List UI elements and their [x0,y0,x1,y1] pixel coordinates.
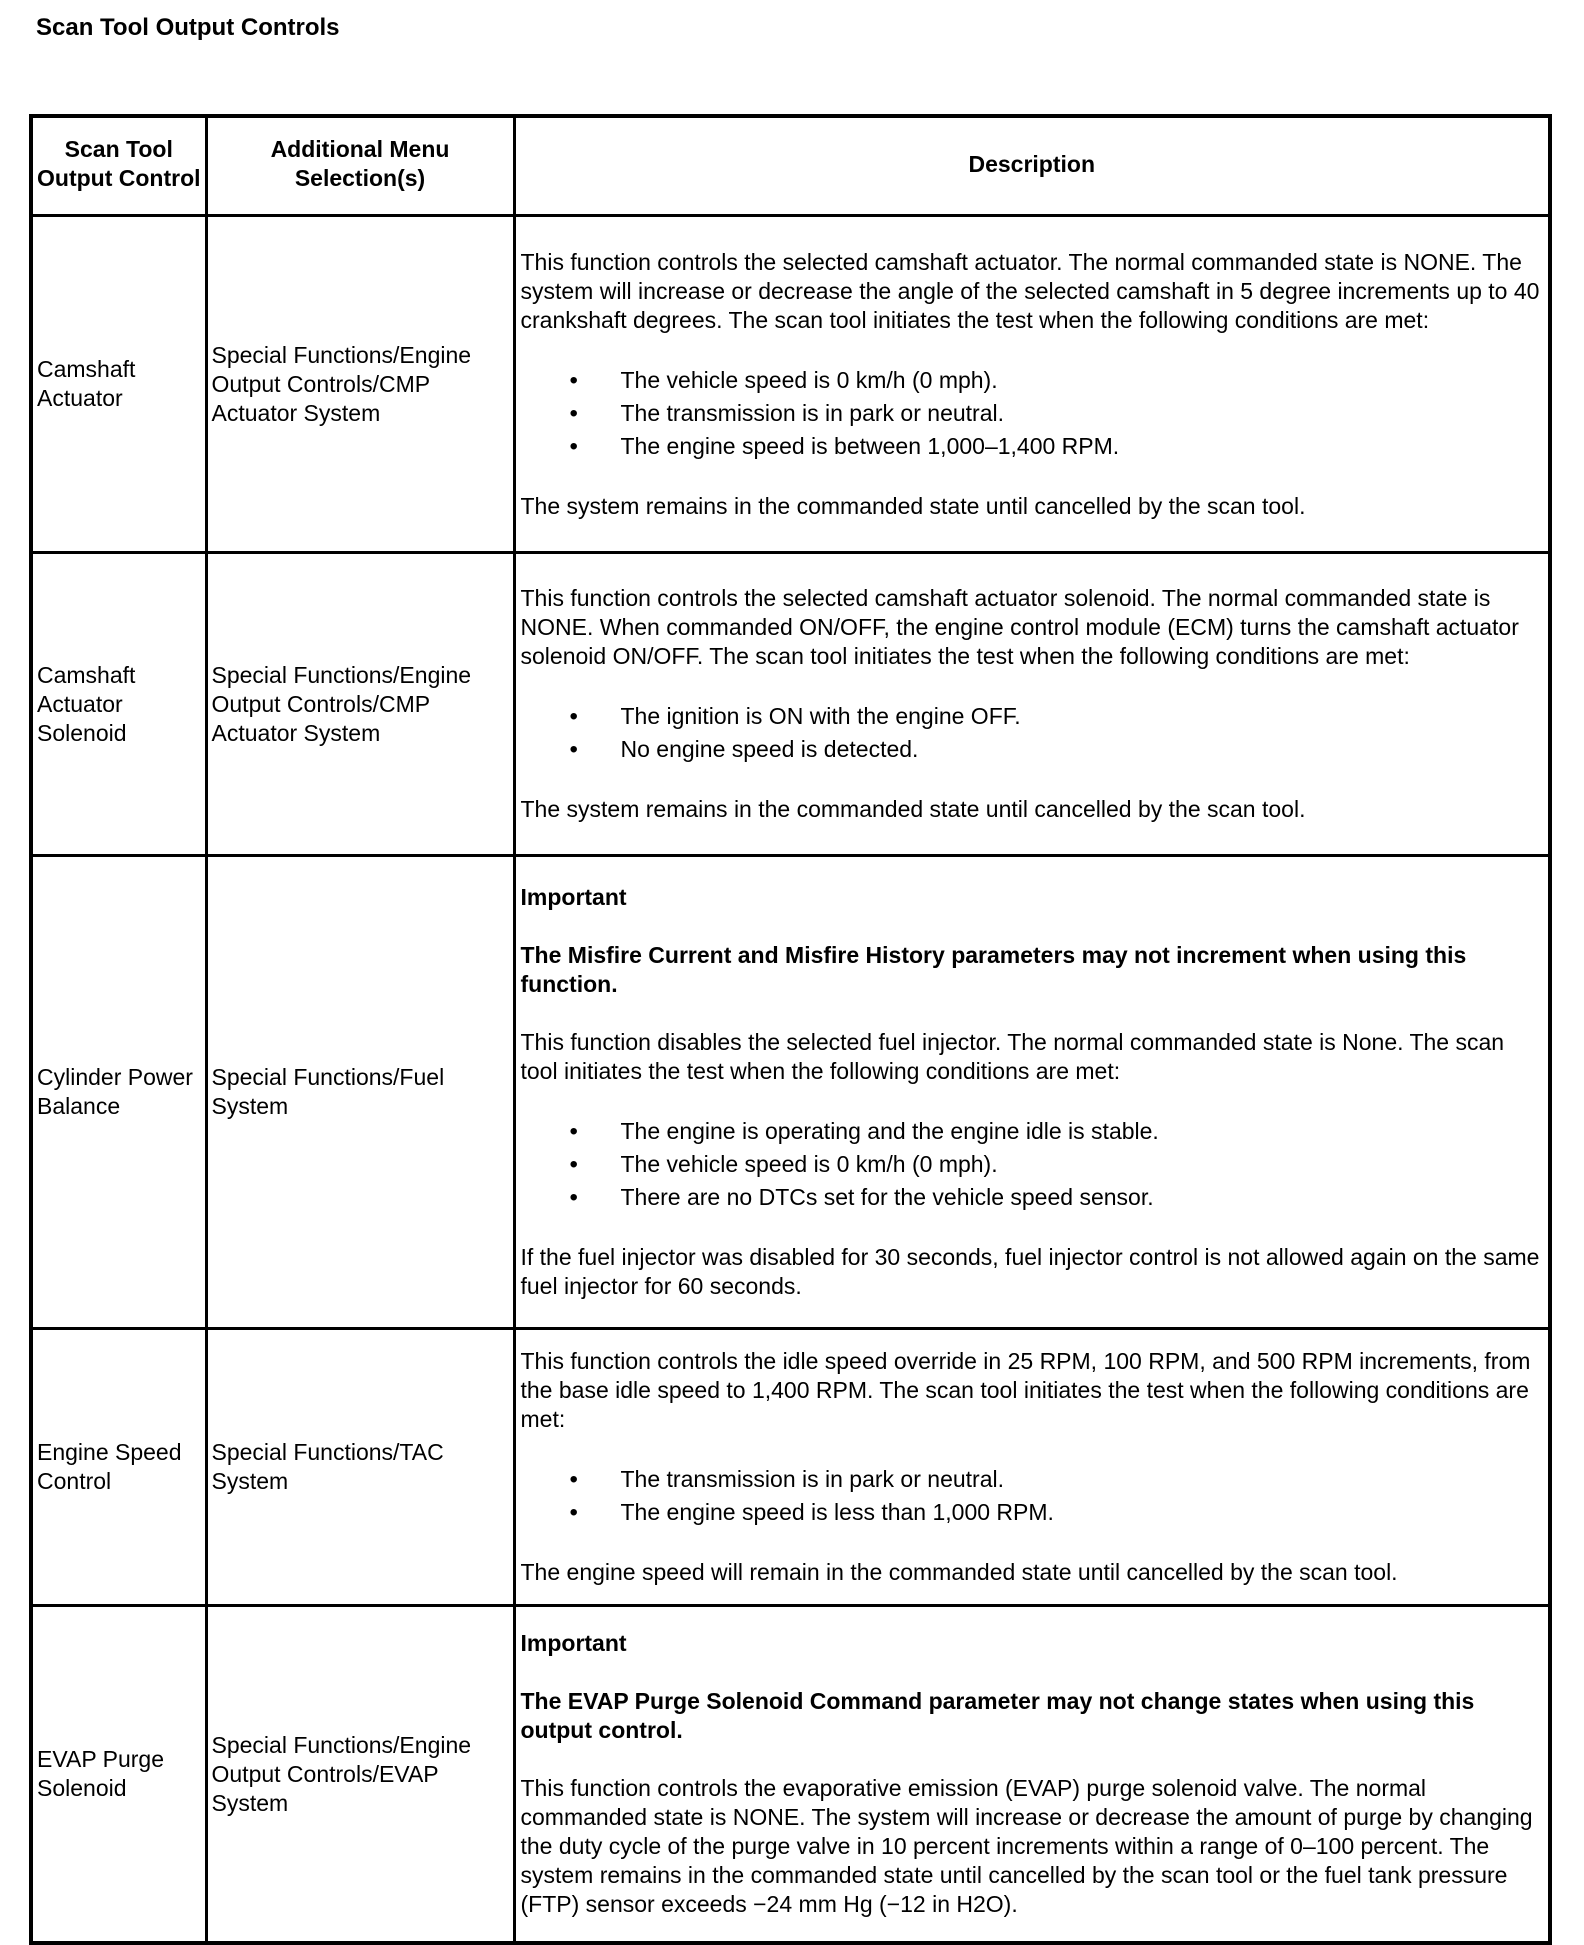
description-closing: If the fuel injector was disabled for 30 seconds, fuel injector control is not allowed again on the same fuel injector for 60 seconds. [520,1244,1540,1299]
menu-selection-cell: Special Functions/Engine Output Controls/CMP Actuator System [206,553,514,856]
control-name-cell: EVAP Purge Solenoid [31,1606,206,1944]
description-cell [514,1329,1550,1606]
header-scan-tool-output-control: Scan Tool Output Control [31,116,206,216]
condition-item: • The engine speed is less than 1,000 RPM. [521,1496,1543,1529]
table-row-cylinder-power-balance [31,856,1550,1329]
table-row-camshaft-actuator [31,216,1550,553]
conditions-list [521,364,1543,463]
table-row-engine-speed-control [31,1329,1550,1606]
condition-item: • The transmission is in park or neutral. [521,1463,1543,1496]
description-cell [514,216,1550,553]
menu-selection-cell: Special Functions/TAC System [206,1329,514,1606]
description-intro: This function controls the selected camshaft actuator. The normal commanded state is NONE. The system will increase or decrease the angle of the selected camshaft in 5 degree increments up to 40 crankshaft degrees. The scan tool initiates the test when the following conditions are met: [520,248,1540,333]
menu-selection-cell: Special Functions/Fuel System [206,856,514,1329]
important-label: Important [520,1630,627,1656]
control-name-cell: Camshaft Actuator Solenoid [31,553,206,856]
description-cell [514,856,1550,1329]
conditions-list [521,700,1543,766]
condition-item: • There are no DTCs set for the vehicle speed sensor. [521,1181,1543,1214]
condition-item: • The vehicle speed is 0 km/h (0 mph). [521,1148,1543,1181]
description-closing: The engine speed will remain in the commanded state until cancelled by the scan tool. [520,1559,1398,1585]
menu-selection-cell: Special Functions/Engine Output Controls/CMP Actuator System [206,216,514,553]
condition-item: • The vehicle speed is 0 km/h (0 mph). [521,364,1543,397]
important-label: Important [520,884,627,910]
important-note: The EVAP Purge Solenoid Command parameter may not change states when using this output control. [520,1688,1475,1743]
description-closing: The system remains in the commanded state until cancelled by the scan tool. [520,492,1306,519]
table-row-camshaft-actuator-solenoid [31,553,1550,856]
description-cell [514,553,1550,856]
condition-item: • The engine speed is between 1,000–1,400 RPM. [521,430,1543,463]
header-additional-menu-selections: Additional Menu Selection(s) [206,116,514,216]
important-note: The Misfire Current and Misfire History parameters may not increment when using this function. [520,942,1467,997]
description-cell [514,1606,1550,1944]
menu-selection-cell: Special Functions/Engine Output Controls/EVAP System [206,1606,514,1944]
description-closing: The system remains in the commanded state until cancelled by the scan tool. [520,796,1306,822]
description-intro: This function controls the idle speed override in 25 RPM, 100 RPM, and 500 RPM increments, from the base idle speed to 1,400 RPM. The scan tool initiates the test when the following conditions are met: [520,1348,1531,1432]
control-name-cell: Engine Speed Control [31,1329,206,1606]
conditions-list [521,1463,1543,1529]
condition-item: • The ignition is ON with the engine OFF. [521,700,1543,733]
output-controls-table [29,114,1552,1945]
condition-item: • The engine is operating and the engine idle is stable. [521,1115,1543,1148]
table-header-row [31,116,1550,216]
header-description: Description [514,116,1550,216]
control-name-cell: Cylinder Power Balance [31,856,206,1329]
page-title: Scan Tool Output Controls [36,14,340,41]
conditions-list [521,1115,1543,1214]
condition-item: • No engine speed is detected. [521,733,1543,766]
description-intro: This function disables the selected fuel injector. The normal commanded state is None. The scan tool initiates the test when the following conditions are met: [520,1029,1505,1084]
description-intro: This function controls the selected camshaft actuator solenoid. The normal commanded state is NONE. When commanded ON/OFF, the engine control module (ECM) turns the camshaft actuator solenoid ON/OFF. The scan tool initiates the test when the following conditions are met: [520,585,1519,669]
control-name-cell: Camshaft Actuator [31,216,206,553]
condition-item: • The transmission is in park or neutral. [521,397,1543,430]
description-intro: This function controls the evaporative emission (EVAP) purge solenoid valve. The normal commanded state is NONE. The system will increase or decrease the amount of purge by changing the duty cycle of the purge valve in 10 percent increments within a range of 0–100 percent. The system remains in the commanded state until cancelled by the scan tool or the fuel tank pressure (FTP) sensor exceeds −24 mm Hg (−12 in H2O). [520,1775,1533,1917]
table-row-evap-purge-solenoid [31,1606,1550,1944]
